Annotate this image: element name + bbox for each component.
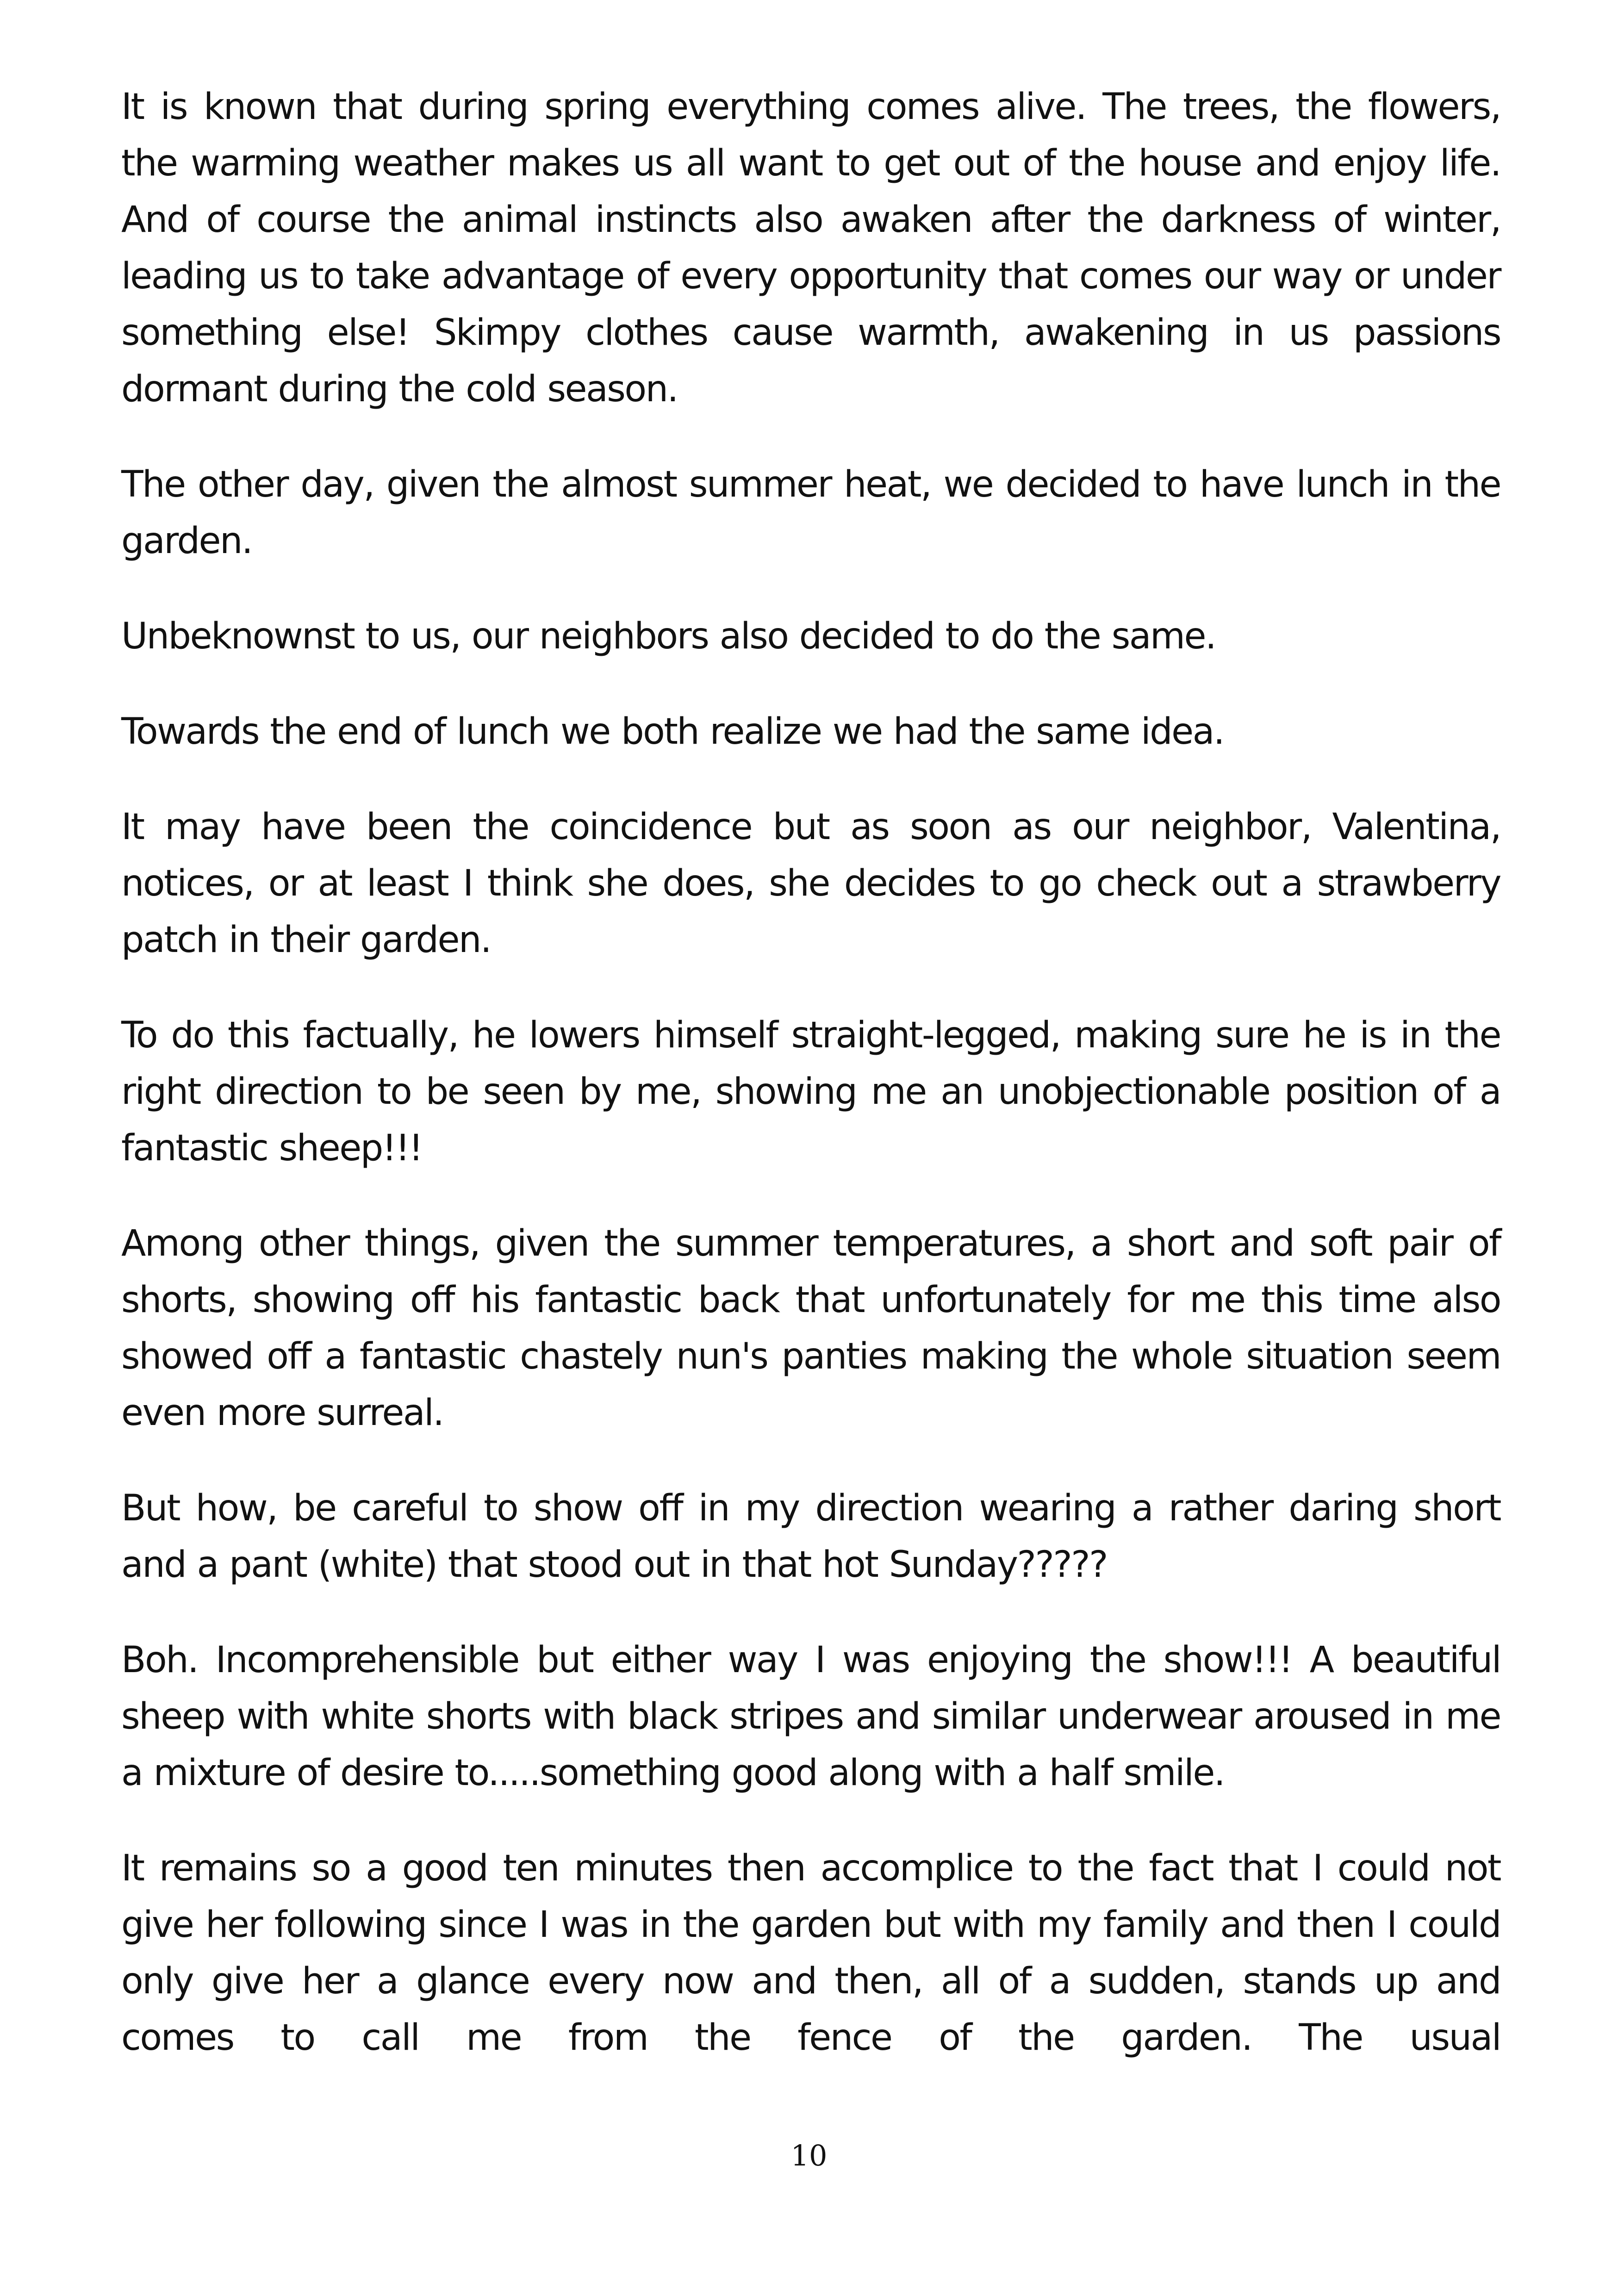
paragraph-5: It may have been the coincidence but as soon as our neighbor, Valentina, notices, or at least I think she does, she decides to go check out a strawberry patch in their garden. bbox=[121, 806, 1500, 961]
page-number: 10 bbox=[790, 2139, 828, 2172]
paragraph-1: It is known that during spring everything comes alive. The trees, the flowers, the warming weather makes us all want to get out of the house and enjoy life. And of course the animal instincts also awaken after the darkness of winter, leading us to take advantage of every opportunity that comes our way or under something else! Skimpy clothes cause warmth, awakening in us passions dormant during the cold season. bbox=[121, 86, 1500, 410]
paragraph-2: The other day, given the almost summer heat, we decided to have lunch in the garden. bbox=[121, 464, 1500, 562]
paragraph-8: But how, be careful to show off in my direction wearing a rather daring short and a pant (white) that stood out in that hot Sunday????? bbox=[121, 1487, 1500, 1586]
paragraph-9: Boh. Incomprehensible but either way I was enjoying the show!!! A beautiful sheep with white shorts with black stripes and similar underwear aroused in me a mixture of desire to.....something good along with a half smile. bbox=[121, 1639, 1500, 1794]
page-body bbox=[121, 79, 1500, 2066]
paragraph-3: Unbeknownst to us, our neighbors also decided to do the same. bbox=[121, 616, 1216, 657]
paragraph-10: It remains so a good ten minutes then accomplice to the fact that I could not give her following since I was in the garden but with my family and then I could only give her a glance every now and then, all of a sudden, stands up and comes to call me from the fence of the garden. The usual bbox=[121, 1848, 1500, 2059]
paragraph-4: Towards the end of lunch we both realize we had the same idea. bbox=[121, 711, 1224, 753]
paragraph-7: Among other things, given the summer temperatures, a short and soft pair of shorts, showing off his fantastic back that unfortunately for me this time also showed off a fantastic chastely nun's panties making the whole situation seem even more surreal. bbox=[121, 1223, 1500, 1434]
paragraph-6: To do this factually, he lowers himself straight-legged, making sure he is in the right direction to be seen by me, showing me an unobjectionable position of a fantastic sheep!!! bbox=[121, 1014, 1500, 1169]
